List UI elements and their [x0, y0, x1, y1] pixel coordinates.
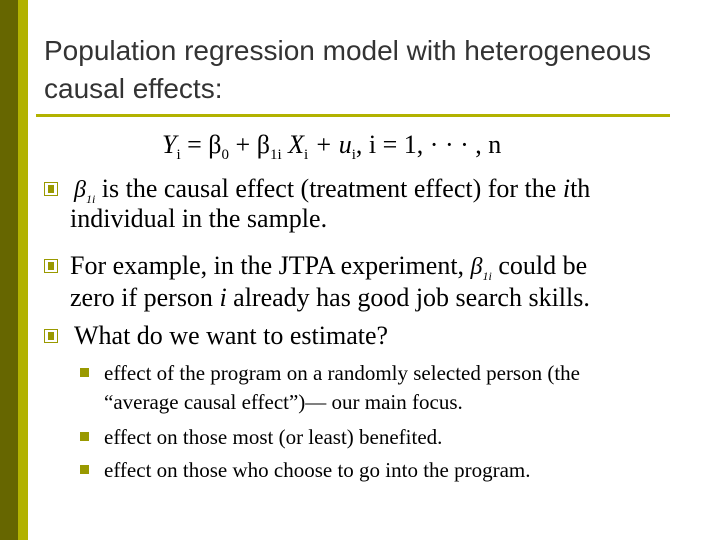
eq-y-sub: i	[176, 147, 181, 164]
eq-beta0: = β	[180, 130, 222, 159]
regression-equation	[162, 128, 501, 172]
bullet-2-line1: For example, in the JTPA experiment, $\beta_{1i}$ could be	[70, 251, 588, 283]
sub-bullet-2: effect on those most (or least) benefited.	[104, 425, 443, 449]
eq-x-sub: i	[304, 147, 309, 164]
sub-bullet-1-line2: “average causal effect”)— our main focus.	[104, 390, 463, 414]
bullet-marker-1	[44, 182, 58, 196]
eq-tail: , i = 1, · · · , n	[355, 130, 502, 159]
eq-y: Y	[162, 130, 177, 159]
sub-bullet-marker-2	[80, 432, 89, 441]
slide-title: Population regression model with heterogeneous causal effects:	[44, 35, 652, 104]
side-bar-light	[18, 0, 28, 540]
sub-bullet-marker-3	[80, 465, 89, 474]
bullet-1-line1: $\beta_{1i}$ is the causal effect (treatment effect) for the ith	[74, 174, 591, 206]
bullet-1-line2: individual in the sample.	[70, 204, 328, 233]
bullet-marker-3	[44, 329, 58, 343]
eq-x: X	[281, 130, 305, 159]
bullet-2-line2: zero if person i already has good job search skills.	[70, 283, 590, 312]
sub-bullet-marker-1	[80, 368, 89, 377]
eq-beta0-sub: 0	[221, 147, 230, 164]
eq-u: + u	[308, 130, 352, 159]
eq-u-sub: i	[351, 147, 356, 164]
eq-beta1: + β	[229, 130, 270, 159]
title-rule	[36, 114, 670, 117]
bullet-3: What do we want to estimate?	[74, 321, 389, 350]
eq-beta1-sub: 1i	[269, 147, 282, 164]
sub-bullet-1-line1: effect of the program on a randomly selected person (the	[104, 361, 581, 385]
beta-1i-symbol: $\beta_{1i}$	[74, 177, 96, 206]
bullet-marker-2	[44, 259, 58, 273]
sub-bullet-3: effect on those who choose to go into the program.	[104, 458, 531, 482]
beta-1i-symbol: $\beta_{1i}$	[470, 254, 492, 283]
side-bar-dark	[0, 0, 18, 540]
